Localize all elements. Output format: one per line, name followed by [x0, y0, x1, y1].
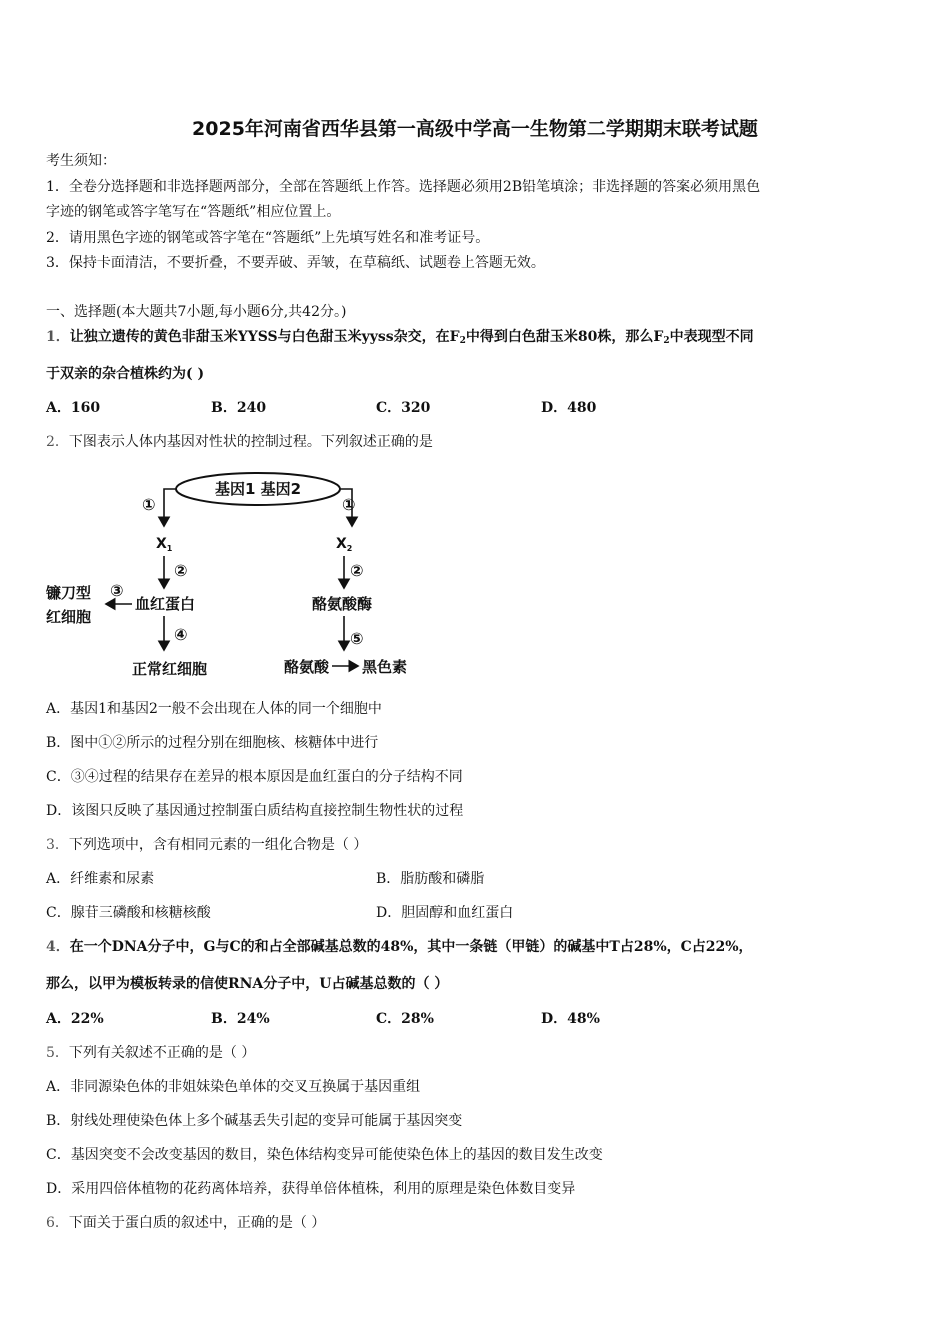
sickle-cell-label-line1: 镰刀型: [46, 584, 92, 602]
option: A．非同源染色体的非姐妹染色单体的交叉互换属于基因重组: [46, 1079, 421, 1095]
option: D．胆固醇和血红蛋白: [376, 905, 514, 921]
question-2-text: 下图表示人体内基因对性状的控制过程。下列叙述正确的是: [68, 434, 433, 450]
step-5-label: ⑤: [350, 629, 364, 648]
notice-item: 2．请用黑色字迹的钢笔或答字笔在“答题纸”上先填写姓名和准考证号。: [46, 230, 490, 246]
option: B．图中①②所示的过程分别在细胞核、核糖体中进行: [46, 735, 379, 751]
option: A．160: [46, 400, 101, 416]
option: B．24%: [211, 1011, 270, 1027]
question-1-line2: 于双亲的杂合植株约为( ): [46, 366, 205, 382]
step-2-label: ②: [350, 561, 364, 580]
step-2-label: ②: [174, 561, 188, 580]
question-4-line1: [46, 937, 753, 957]
question-6-stem: [46, 1213, 325, 1233]
sickle-cell-label-line2: 红细胞: [46, 608, 92, 626]
question-1-text-a: 让独立遗传的黄色非甜玉米YYSS与白色甜玉米yyss杂交，在F: [69, 329, 460, 345]
section-heading: 一、选择题(本大题共7小题,每小题6分,共42分。): [46, 304, 347, 320]
option: B．射线处理使染色体上多个碱基丢失引起的变异可能属于基因突变: [46, 1113, 463, 1129]
question-number: 4．: [46, 939, 70, 955]
normal-rbc-label: 正常红细胞: [132, 660, 208, 678]
question-5-text: 下列有关叙述不正确的是（ ）: [68, 1045, 256, 1061]
question-number: 5．: [46, 1045, 69, 1061]
step-1-label: ①: [142, 495, 156, 514]
hemoglobin-label: 血红蛋白: [135, 595, 196, 613]
option: D．该图只反映了基因通过控制蛋白质结构直接控制生物性状的过程: [46, 803, 464, 819]
question-1-text-c: 中表现型不同: [669, 329, 754, 345]
option: A．22%: [46, 1011, 104, 1027]
option: B．脂肪酸和磷脂: [376, 871, 485, 887]
step-4-label: ④: [174, 625, 188, 644]
page-title: 2025年河南省西华县第一高级中学高一生物第二学期期末联考试题: [192, 118, 758, 140]
option: A．基因1和基因2一般不会出现在人体的同一个细胞中: [46, 701, 382, 717]
tyrosine-label: 酪氨酸: [284, 658, 330, 676]
question-2-stem: [46, 432, 433, 452]
option: D．480: [541, 400, 597, 416]
option: C．腺苷三磷酸和核糖核酸: [46, 905, 211, 921]
notice-item: 1．全卷分选择题和非选择题两部分，全部在答题纸上作答。选择题必须用2B铅笔填涂；非选择题的答案必须用黑色: [46, 179, 761, 195]
question-5-stem: [46, 1043, 255, 1063]
question-4-text: 在一个DNA分子中，G与C的和占全部碱基总数的48%，其中一条链（甲链）的碱基中T占28%，C占22%，: [69, 939, 753, 955]
option: C．28%: [376, 1011, 434, 1027]
option: C．③④过程的结果存在差异的根本原因是血红蛋白的分子结构不同: [46, 769, 463, 785]
x2-label: $X_2$: [336, 536, 353, 553]
option: C．基因突变不会改变基因的数目，染色体结构变异可能使染色体上的基因的数目发生改变: [46, 1147, 603, 1163]
question-number: 1．: [46, 329, 70, 345]
option: D．48%: [541, 1011, 600, 1027]
question-number: 2．: [46, 434, 69, 450]
step-1-label: ①: [342, 495, 356, 514]
notice-heading: 考生须知：: [46, 153, 116, 169]
subscript: 2: [459, 336, 466, 346]
x1-label: $X_1$: [156, 536, 173, 553]
step-3-label: ③: [110, 581, 124, 600]
notice-item: 3．保持卡面清洁，不要折叠，不要弄破、弄皱，在草稿纸、试题卷上答题无效。: [46, 255, 545, 271]
subscript: 2: [663, 336, 670, 346]
question-4-line2: 那么，以甲为模板转录的信使RNA分子中，U占碱基总数的（ ）: [46, 976, 449, 992]
gene-control-diagram: [40, 466, 408, 686]
notice-item: 字迹的钢笔或答字笔写在“答题纸”相应位置上。: [46, 204, 341, 220]
option: B．240: [211, 400, 267, 416]
option: D．采用四倍体植物的花药离体培养，获得单倍体植株，利用的原理是染色体数目变异: [46, 1181, 576, 1197]
question-3-stem: [46, 835, 367, 855]
option: A．纤维素和尿素: [46, 871, 155, 887]
question-1-line1: [46, 327, 754, 351]
tyrosinase-label: 酪氨酸酶: [312, 595, 373, 613]
gene-label: 基因1 基因2: [214, 480, 302, 498]
option: C．320: [376, 400, 431, 416]
question-6-text: 下面关于蛋白质的叙述中，正确的是（ ）: [68, 1215, 326, 1231]
question-1-text-b: 中得到白色甜玉米80株，那么F: [465, 329, 664, 345]
question-3-text: 下列选项中，含有相同元素的一组化合物是（ ）: [68, 837, 368, 853]
melanin-label: 黑色素: [362, 658, 408, 676]
arrow-left-step1: [164, 489, 176, 526]
question-number: 3．: [46, 837, 69, 853]
question-number: 6．: [46, 1215, 69, 1231]
